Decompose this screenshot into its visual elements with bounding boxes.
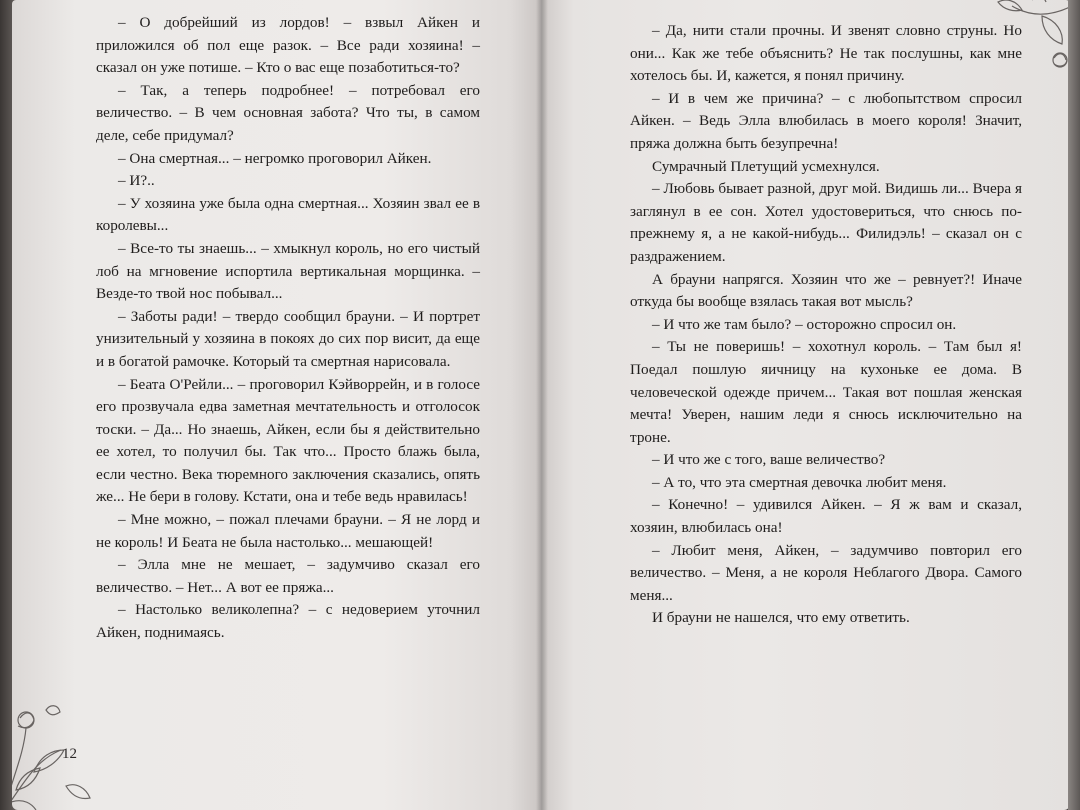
- left-page-text: [96, 12, 480, 645]
- paragraph: Сумрачный Плетущий усмехнулся.: [652, 157, 880, 175]
- paragraph: – Все-то ты знаешь... – хмыкнул король, но его чистый лоб на мгновение испортила вертикальная морщинка. – Везде-то твой нос побывал...: [96, 239, 480, 303]
- paragraph: – И в чем же причина? – с любопытством спросил Айкен. – Ведь Элла влюбилась в моего короля! Значит, пряжа должна быть безупречна!: [630, 89, 1022, 152]
- paragraph: – А то, что эта смертная девочка любит меня.: [652, 473, 947, 491]
- paragraph: – Любовь бывает разной, друг мой. Видишь ли... Вчера я заглянул в ее сон. Хотел удостовериться, что снюсь по-прежнему я, а не какой-нибудь... Филидэль! – сказал он с раздражением.: [630, 180, 1022, 265]
- right-page: [542, 0, 1070, 810]
- paragraph: – И что же с того, ваше величество?: [652, 451, 886, 469]
- paragraph: – Ты не поверишь! – хохотнул король. – Там был я! Поедал пошлую яичницу на кухоньке ее дома. В человеческой одежде причем... Такая вот пошлая женская мечта! Уверен, нашим леди я снюсь исключительно на троне.: [630, 338, 1022, 446]
- page-edge-shadow: [1068, 0, 1080, 810]
- paragraph: – Настолько великолепна? – с недоверием уточнил Айкен, поднимаясь.: [96, 601, 480, 642]
- paragraph: – Да, нити стали прочны. И звенят словно струны. Но они... Как же тебе объяснить? Не так послушны, как мне хотелось бы. И, кажется, я понял причину.: [630, 22, 1022, 85]
- paragraph: – И что же там было? – осторожно спросил он.: [652, 315, 957, 333]
- paragraph: – Мне можно, – пожал плечами брауни. – Я не лорд и не король! И Беата не была настолько... мешающей!: [96, 511, 480, 551]
- paragraph: – Элла мне не мешает, – задумчиво сказал его величество. – Нет... А вот ее пряжа...: [96, 556, 480, 596]
- paragraph: – И?..: [118, 172, 155, 190]
- paragraph: – Она смертная... – негромко проговорил Айкен.: [118, 149, 432, 167]
- paragraph: А брауни напрягся. Хозяин что же – ревнует?! Иначе откуда бы вообще взялась такая вот мысль?: [630, 270, 1022, 311]
- paragraph: – Беата О'Рейли... – проговорил Кэйворрейн, и в голосе его прозвучала едва заметная мечтательность и отголосок тоски. – Да... Но знаешь, Айкен, если бы я действительно ее хотел, то получил бы. Так что... Просто блажь была, если честно. Века тюремного заключения сказались, опять же... Не бери в голову. Кстати, она и тебе ведь нравилась!: [96, 375, 480, 506]
- left-page: [12, 0, 542, 810]
- page-number: 12: [62, 746, 77, 762]
- paragraph: – У хозяина уже была одна смертная... Хозяин звал ее в королевы...: [96, 194, 480, 235]
- paragraph: – О добрейший из лордов! – взвыл Айкен и приложился об пол еще разок. – Все ради хозяина! – сказал он уже потише. – Кто о вас еще позаботиться-то?: [96, 14, 480, 77]
- book-gutter: [536, 0, 548, 810]
- paragraph: И брауни не нашелся, что ему ответить.: [652, 609, 910, 627]
- right-page-text: [630, 20, 1022, 630]
- paragraph: – Конечно! – удивился Айкен. – Я ж вам и сказал, хозяин, влюбилась она!: [630, 496, 1022, 537]
- paragraph: – Так, а теперь подробнее! – потребовал его величество. – В чем основная забота? Что ты, в самом деле, себе придумал?: [96, 81, 480, 144]
- paragraph: – Заботы ради! – твердо сообщил брауни. – И портрет унизительный у хозяина в покоях до сих пор висит, да еще и в богатой рамочке. Который та смертная нарисовала.: [96, 307, 480, 370]
- paragraph: – Любит меня, Айкен, – задумчиво повторил его величество. – Меня, а не короля Неблагого Двора. Самого меня...: [630, 541, 1022, 604]
